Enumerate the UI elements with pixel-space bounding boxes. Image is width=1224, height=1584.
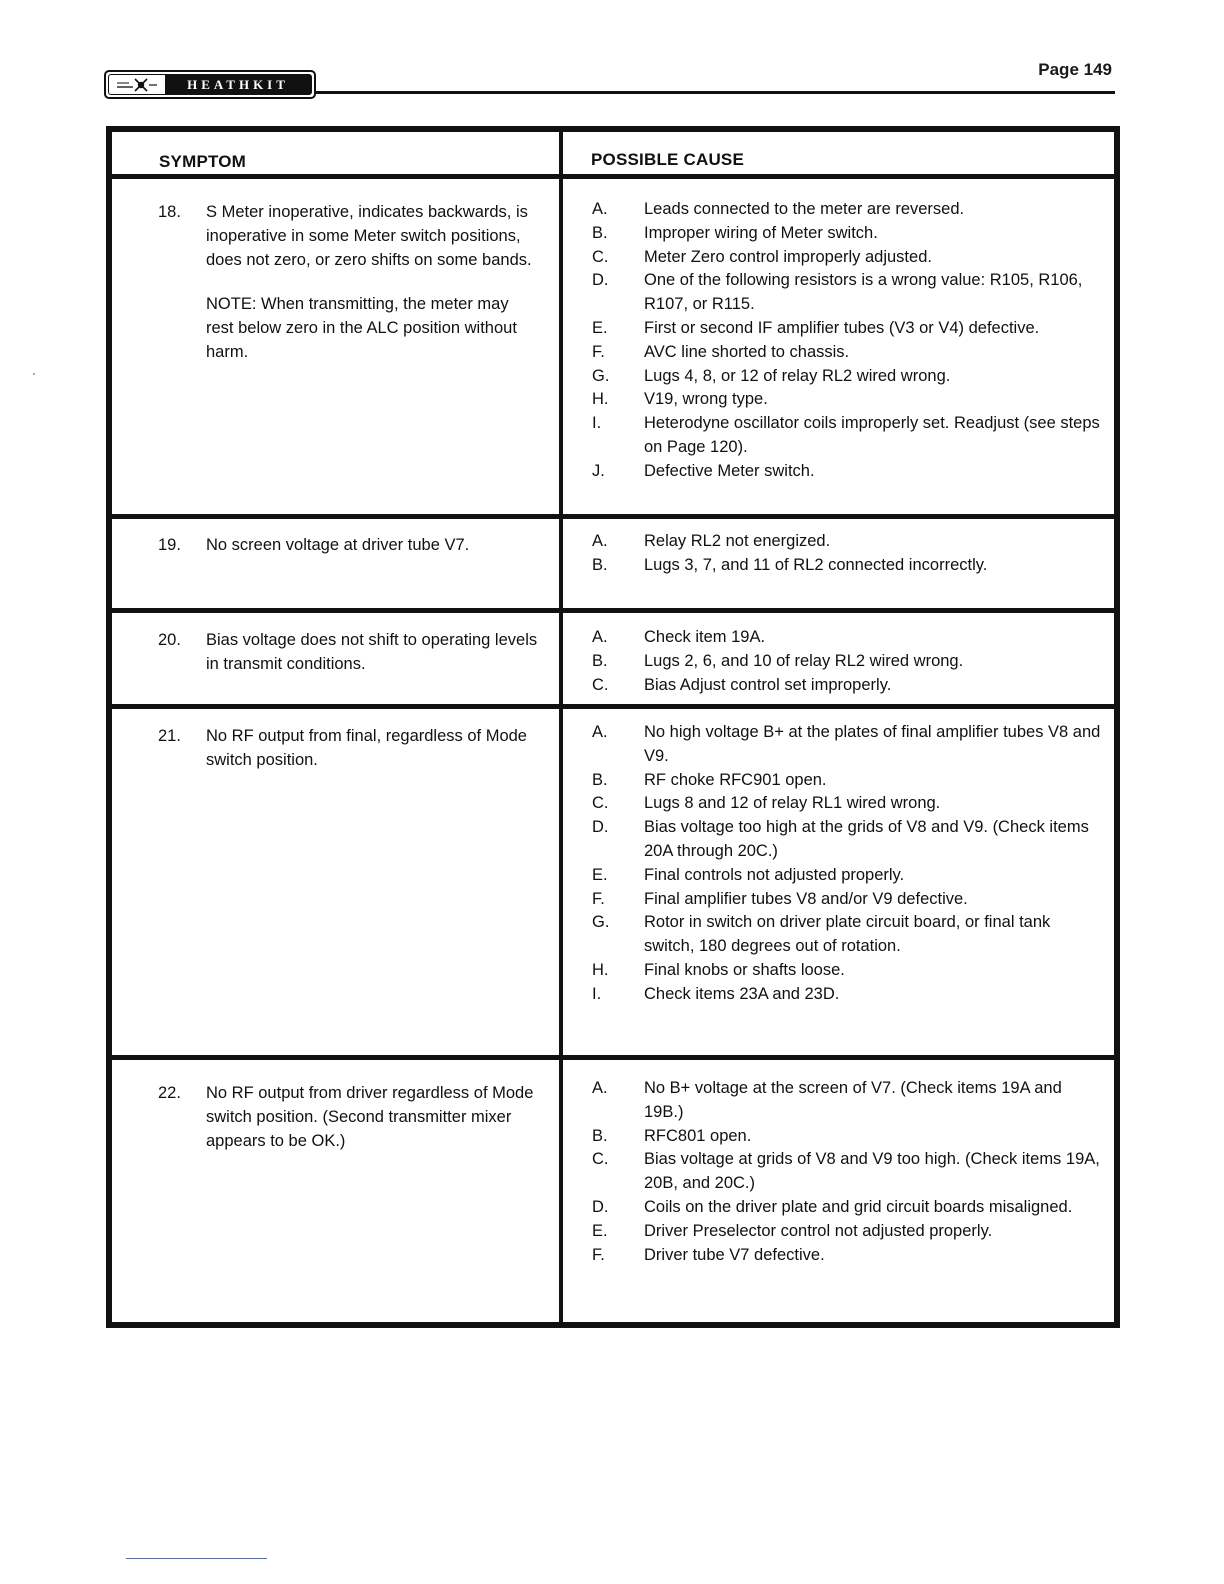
cause-item [592,769,1102,793]
cause-letter: H. [592,390,609,409]
cause-letter: E. [592,865,608,884]
row-divider [112,704,1114,709]
cause-item [592,792,1102,816]
header-symptom: SYMPTOM [159,152,247,171]
cause-letter: E. [592,1221,608,1240]
cause-text: Final knobs or shafts loose. [644,960,845,979]
cause-text: Heterodyne oscillator coils improperly set. Readjust (see steps on Page 120). [644,414,1100,456]
logo-text: HEATHKIT [187,76,289,92]
cause-item [592,388,1102,412]
column-divider [559,132,563,1322]
symptom-number: 22. [158,1084,181,1102]
cause-text: Improper wiring of Meter switch. [644,223,878,242]
cause-text: Bias voltage at grids of V8 and V9 too high. (Check items 19A, 20B, and 20C.) [644,1150,1100,1193]
symptom-21 [158,724,538,772]
causes-18 [592,198,1102,484]
cause-item [592,1148,1102,1196]
symptom-text: No RF output from final, regardless of Mode switch position. [206,727,527,769]
cause-text: V19, wrong type. [644,390,768,409]
cause-text: Coils on the driver plate and grid circuit boards misaligned. [644,1197,1073,1216]
footer-underline [126,1558,267,1559]
cause-text: One of the following resistors is a wrong value: R105, R106, R107, or R115. [644,271,1083,314]
margin-speck [33,373,35,375]
cause-text: AVC line shorted to chassis. [644,342,850,361]
symptom-22 [158,1081,538,1153]
symptom-number: 21. [158,727,181,745]
cause-letter: D. [592,271,609,290]
header-divider [112,174,1114,179]
cause-item [592,888,1102,912]
symptom-20 [158,628,538,676]
cause-text: First or second IF amplifier tubes (V3 or V4) defective. [644,318,1040,337]
cause-text: Leads connected to the meter are reversed. [644,200,965,218]
cause-text: Lugs 4, 8, or 12 of relay RL2 wired wrong. [644,366,951,385]
cause-text: Check items 23A and 23D. [644,984,840,1003]
cause-item [592,959,1102,983]
symptom-note: NOTE: When transmitting, the meter may rest below zero in the ALC position without harm. [206,295,517,361]
cause-text: No high voltage B+ at the plates of final amplifier tubes V8 and V9. [644,723,1101,765]
symptom-text: S Meter inoperative, indicates backwards, is inoperative in some Meter switch positions, does not zero, or zero shifts on some bands. [206,203,532,269]
cause-text: Defective Meter switch. [644,461,815,480]
cause-item [592,412,1102,460]
cause-item [592,650,1102,674]
cause-text: Bias Adjust control set improperly. [644,675,892,694]
symptom-19 [158,533,538,557]
cause-item [592,460,1102,484]
cause-text: RF choke RFC901 open. [644,770,827,789]
symptom-number: 19. [158,536,181,554]
cause-letter: I. [592,984,602,1003]
cause-letter: A. [592,628,608,646]
cause-letter: B. [592,651,608,670]
cause-item [592,530,1102,554]
cause-letter: J. [592,461,605,480]
cause-item [592,864,1102,888]
row-divider [112,608,1114,613]
cause-item [592,341,1102,365]
cause-letter: E. [592,318,608,337]
cause-text: Lugs 8 and 12 of relay RL1 wired wrong. [644,794,941,813]
cause-letter: B. [592,770,608,789]
cause-item [592,911,1102,959]
causes-22 [592,1077,1102,1267]
causes-20 [592,626,1102,697]
logo-emblem-icon [109,75,165,94]
cause-letter: G. [592,366,610,385]
cause-letter: H. [592,960,609,979]
cause-item [592,721,1102,769]
cause-letter: G. [592,913,610,932]
cause-item [592,198,1102,222]
cause-letter: B. [592,555,608,574]
cause-letter: A. [592,1079,608,1097]
cause-letter: A. [592,532,608,550]
cause-letter: B. [592,1126,608,1145]
cause-item [592,626,1102,650]
cause-letter: F. [592,1245,605,1264]
cause-text: No B+ voltage at the screen of V7. (Check items 19A and 19B.) [644,1079,1062,1121]
cause-text: Final controls not adjusted properly. [644,865,905,884]
cause-item [592,222,1102,246]
symptom-number: 18. [158,203,181,221]
page-number: Page 149 [1038,60,1112,79]
cause-item [592,1220,1102,1244]
header-possible-cause: POSSIBLE CAUSE [591,150,744,169]
cause-letter: C. [592,675,609,694]
causes-19 [592,530,1102,578]
cause-item [592,1077,1102,1125]
cause-letter: D. [592,818,609,837]
cause-letter: F. [592,342,605,361]
troubleshooting-table [106,126,1120,1328]
cause-text: Driver tube V7 defective. [644,1245,825,1264]
cause-item [592,246,1102,270]
cause-text: Check item 19A. [644,628,766,646]
row-divider [112,1055,1114,1060]
cause-letter: A. [592,723,608,741]
symptom-text: Bias voltage does not shift to operating levels in transmit conditions. [206,631,538,673]
cause-letter: C. [592,247,609,266]
cause-item [592,983,1102,1007]
cause-item [592,554,1102,578]
cause-item [592,365,1102,389]
header-rule [314,91,1115,94]
cause-item [592,1196,1102,1220]
cause-letter: C. [592,1150,609,1169]
cause-letter: D. [592,1197,609,1216]
cause-text: Driver Preselector control not adjusted properly. [644,1221,993,1240]
cause-text: Meter Zero control improperly adjusted. [644,247,932,266]
symptom-text: No RF output from driver regardless of Mode switch position. (Second transmitter mixer appears to be OK.) [206,1084,534,1150]
cause-item [592,1125,1102,1149]
cause-item [592,674,1102,698]
cause-item [592,269,1102,317]
cause-text: Bias voltage too high at the grids of V8 and V9. (Check items 20A through 20C.) [644,818,1089,860]
cause-text: Final amplifier tubes V8 and/or V9 defective. [644,889,968,908]
cause-letter: C. [592,794,609,813]
cause-letter: F. [592,889,605,908]
cause-text: Rotor in switch on driver plate circuit board, or final tank switch, 180 degrees out of rotation. [644,913,1051,956]
cause-text: Lugs 3, 7, and 11 of RL2 connected incorrectly. [644,555,988,574]
symptom-text: No screen voltage at driver tube V7. [206,536,470,554]
cause-letter: A. [592,200,608,218]
symptom-number: 20. [158,631,181,649]
causes-21 [592,721,1102,1007]
row-divider [112,514,1114,519]
cause-letter: I. [592,414,602,433]
cause-text: Lugs 2, 6, and 10 of relay RL2 wired wrong. [644,651,964,670]
cause-item [592,1244,1102,1268]
cause-letter: B. [592,223,608,242]
cause-text: Relay RL2 not energized. [644,532,831,550]
cause-text: RFC801 open. [644,1126,752,1145]
symptom-18 [158,200,538,364]
cause-item [592,317,1102,341]
heathkit-logo [104,70,316,99]
cause-item [592,816,1102,864]
